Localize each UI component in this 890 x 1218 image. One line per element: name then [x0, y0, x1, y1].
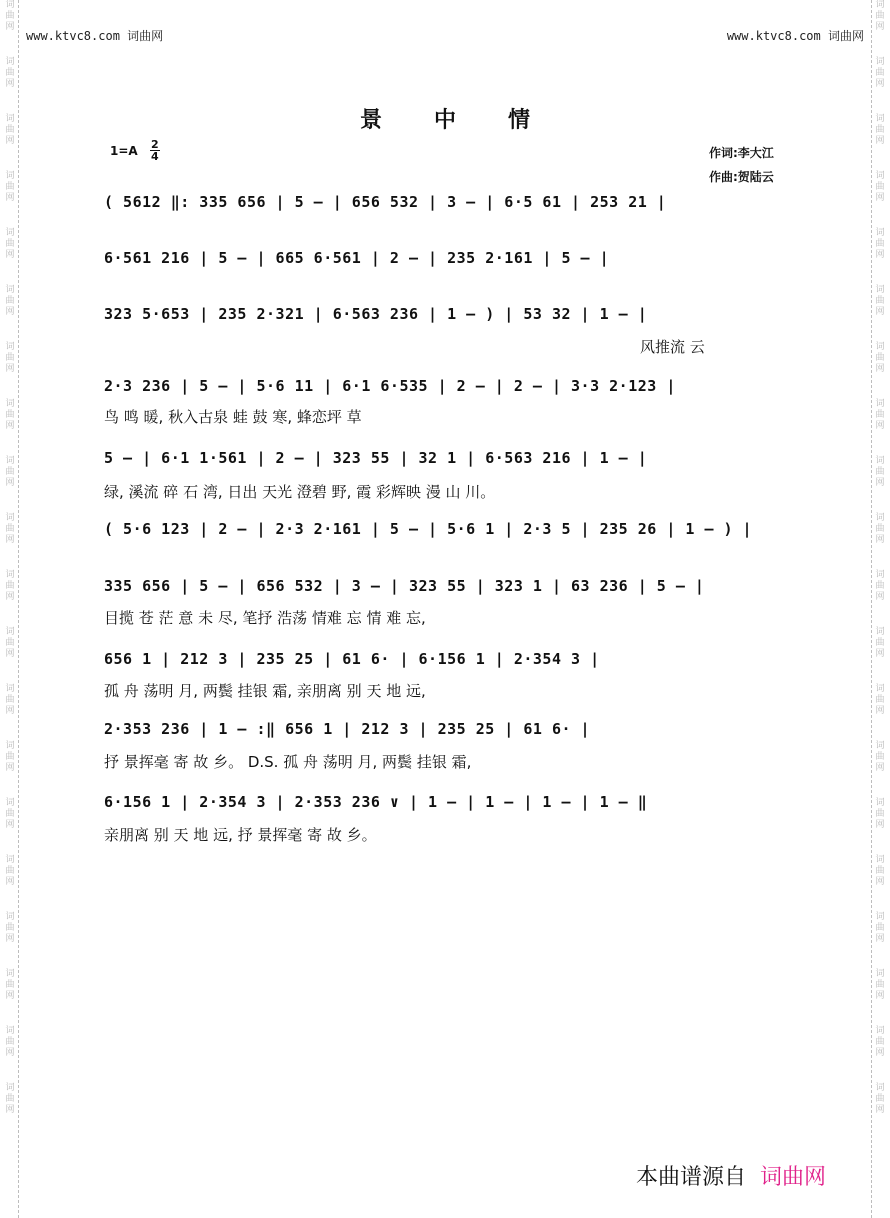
lyrics-row: 亲朋离 别 天 地 远, 抒 景挥毫 寄 故 乡。 [104, 826, 377, 844]
right-watermark-strip: 词 曲 网 词 曲 网 词 曲 网 词 曲 网 词 曲 网 词 曲 网 词 曲 网 词 曲 网 词 曲 网 词 曲 网 词 曲 网 词 曲 网 词 曲 网 词 曲 网 词 曲 网 词 曲 网 词 曲 网 词 曲 网 词 曲 网 词 曲 网 [871, 0, 888, 1218]
time-signature [150, 139, 160, 162]
source-brand-link[interactable]: 词曲网 [760, 1165, 827, 1190]
lyrics-row [104, 548, 784, 570]
lyrics-row [104, 221, 784, 243]
lyrics-row [104, 277, 784, 299]
song-title: 景中情 [359, 108, 582, 133]
lyrics-row: 孤 舟 荡明 月, 两鬓 挂银 霜, 亲朋离 别 天 地 远, [104, 682, 426, 700]
meter-top: 2 [151, 138, 159, 151]
key-signature: 1=A [110, 144, 138, 158]
composer-credit: 作曲:贺陆云 [709, 170, 774, 184]
notation-row: ( 5·6 123 | 2 — | 2·3 2·161 | 5 — | 5·6 1 | 2·3 5 | 235 26 | 1 — ) | [104, 520, 753, 538]
lyrics-row: 绿, 溪流 碎 石 湾, 日出 天光 澄碧 野, 霞 彩辉映 漫 山 川。 [104, 483, 496, 501]
source-attribution[interactable] [636, 1160, 826, 1191]
notation-row: 656 1 | 212 3 | 235 25 | 61 6· | 6·156 1 | 2·354 3 | [104, 650, 600, 668]
lyrics-row: 风推流 云 [640, 338, 705, 356]
site-url[interactable]: www.ktvc8.com [26, 29, 120, 43]
source-label: 本曲谱源自 [636, 1165, 747, 1190]
left-watermark-strip: 词 曲 网 词 曲 网 词 曲 网 词 曲 网 词 曲 网 词 曲 网 词 曲 网 词 曲 网 词 曲 网 词 曲 网 词 曲 网 词 曲 网 词 曲 网 词 曲 网 词 曲 网 词 曲 网 词 曲 网 词 曲 网 词 曲 网 词 曲 网 [2, 0, 19, 1218]
site-header-right[interactable] [727, 27, 864, 44]
meter-bottom: 4 [151, 150, 159, 163]
notation-row: 6·156 1 | 2·354 3 | 2·353 236 ∨ | 1 — | 1 — | 1 — | 1 — ‖ [104, 793, 648, 811]
site-header-left[interactable] [26, 27, 163, 44]
site-name: 词曲网 [827, 29, 864, 43]
notation-row: 5 — | 6·1 1·561 | 2 — | 323 55 | 32 1 | 6·563 216 | 1 — | [104, 449, 648, 467]
site-url[interactable]: www.ktvc8.com [726, 29, 821, 43]
notation-row: 323 5·653 | 235 2·321 | 6·563 236 | 1 — ) | 53 32 | 1 — | [104, 305, 648, 323]
site-name: 词曲网 [127, 29, 164, 43]
lyrics-row: 抒 景挥毫 寄 故 乡。 D.S. 孤 舟 荡明 月, 两鬓 挂银 霜, [104, 753, 472, 771]
lyrics-row: 鸟 鸣 暖, 秋入古泉 蛙 鼓 寒, 蜂恋坪 草 [104, 408, 362, 426]
lyricist-credit: 作词:李大江 [709, 146, 774, 160]
notation-row: 335 656 | 5 — | 656 532 | 3 — | 323 55 | 323 1 | 63 236 | 5 — | [104, 577, 705, 595]
notation-row: 6·561 216 | 5 — | 665 6·561 | 2 — | 235 2·161 | 5 — | [104, 249, 610, 267]
notation-row: 2·3 236 | 5 — | 5·6 11 | 6·1 6·535 | 2 — | 2 — | 3·3 2·123 | [104, 377, 676, 395]
notation-row: ( 5612 ‖: 335 656 | 5 — | 656 532 | 3 — | 6·5 61 | 253 21 | [104, 193, 667, 211]
notation-row: 2·353 236 | 1 — :‖ 656 1 | 212 3 | 235 25 | 61 6· | [104, 720, 591, 738]
lyrics-row: 目揽 苍 茫 意 未 尽, 笔抒 浩荡 情难 忘 情 难 忘, [104, 609, 426, 627]
